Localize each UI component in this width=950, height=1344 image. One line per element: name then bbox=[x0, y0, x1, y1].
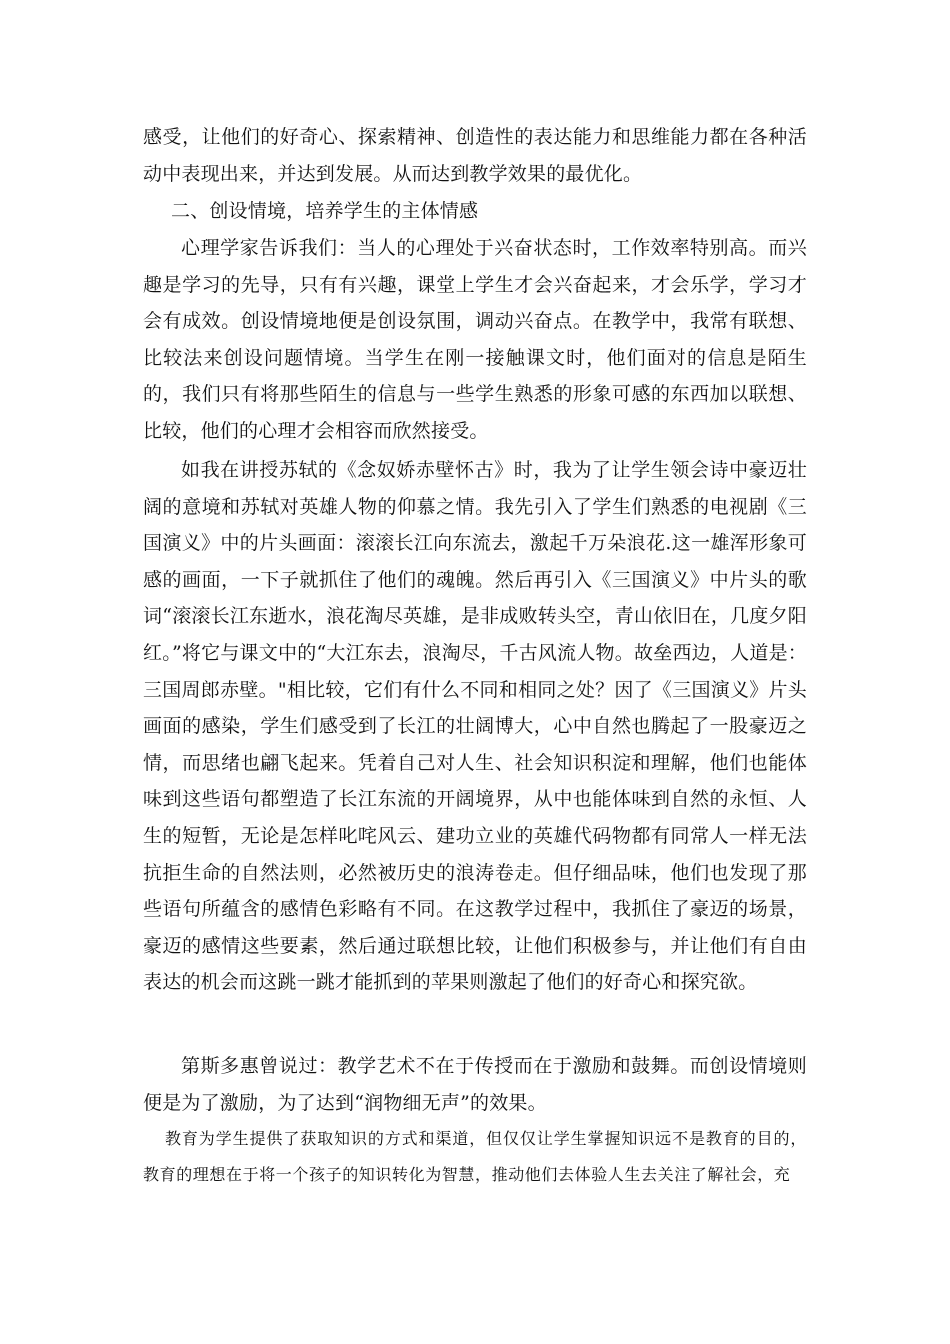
section-heading: 二、创设情境，培养学生的主体情感 bbox=[171, 200, 479, 222]
paragraph-psychology: 心理学家告诉我们：当人的心理处于兴奋状态时，工作效率特别高。而兴趣是学习的先导，只有有兴趣，课堂上学生才会兴奋起来，才会乐学，学习才会有成效。创设情境地便是创设氛围，调动兴奋点。在教学中，我常有联想、比较法来创设问题情境。当学生在刚一接触课文时，他们面对的信息是陌生的，我们只有将那些陌生的信息与一些学生熟悉的形象可感的东西加以联想、比较，他们的心理才会相容而欣然接受。 bbox=[143, 237, 807, 442]
paragraph-quote: 第斯多惠曾说过：教学艺术不在于传授而在于激励和鼓舞。而创设情境则便是为了激励，为了达到“润物细无声”的效果。 bbox=[143, 1055, 807, 1114]
paragraph-education: 教育为学生提供了获取知识的方式和渠道，但仅仅让学生掌握知识远不是教育的目的，教育的理想在于将一个孩子的知识转化为智慧，推动他们去体验人生去关注了解社会，充 bbox=[143, 1129, 807, 1184]
paragraph-example: 如我在讲授苏轼的《念奴娇赤壁怀古》时，我为了让学生领会诗中豪迈壮阔的意境和苏轼对英雄人物的仰慕之情。我先引入了学生们熟悉的电视剧《三国演义》中的片头画面：滚滚长江向东流去，激起千万朵浪花.这一雄浑形象可感的画面，一下子就抓住了他们的魂魄。然后再引入《三国演义》中片头的歌词“滚滚长江东逝水，浪花淘尽英雄，是非成败转头空，青山依旧在，几度夕阳红。”将它与课文中的“大江东去，浪淘尽，千古风流人物。故垒西边，人道是：三国周郎赤壁。"相比较，它们有什么不同和相同之处？因了《三国演义》片头画面的感染，学生们感受到了长江的壮阔博大，心中自然也腾起了一股豪迈之情，而思绪也翩飞起来。凭着自己对人生、社会知识积淀和理解，他们也能体味到这些语句都塑造了长江东流的开阔境界，从中也能体味到自然的永恒、人生的短暂，无论是怎样叱咤风云、建功立业的英雄代码物都有同常人一样无法抗拒生命的自然法则，必然被历史的浪涛卷走。但仔细品味，他们也发现了那些语句所蕴含的感情色彩略有不同。在这教学过程中，我抓住了豪迈的场景，豪迈的感情这些要素，然后通过联想比较，让他们积极参与，并让他们有自由表达的机会而这跳一跳才能抓到的苹果则激起了他们的好奇心和探究欲。 bbox=[143, 459, 807, 994]
paragraph-continuation: 感受，让他们的好奇心、探索精神、创造性的表达能力和思维能力都在各种活动中表现出来，并达到发展。从而达到教学效果的最优化。 bbox=[143, 126, 807, 185]
